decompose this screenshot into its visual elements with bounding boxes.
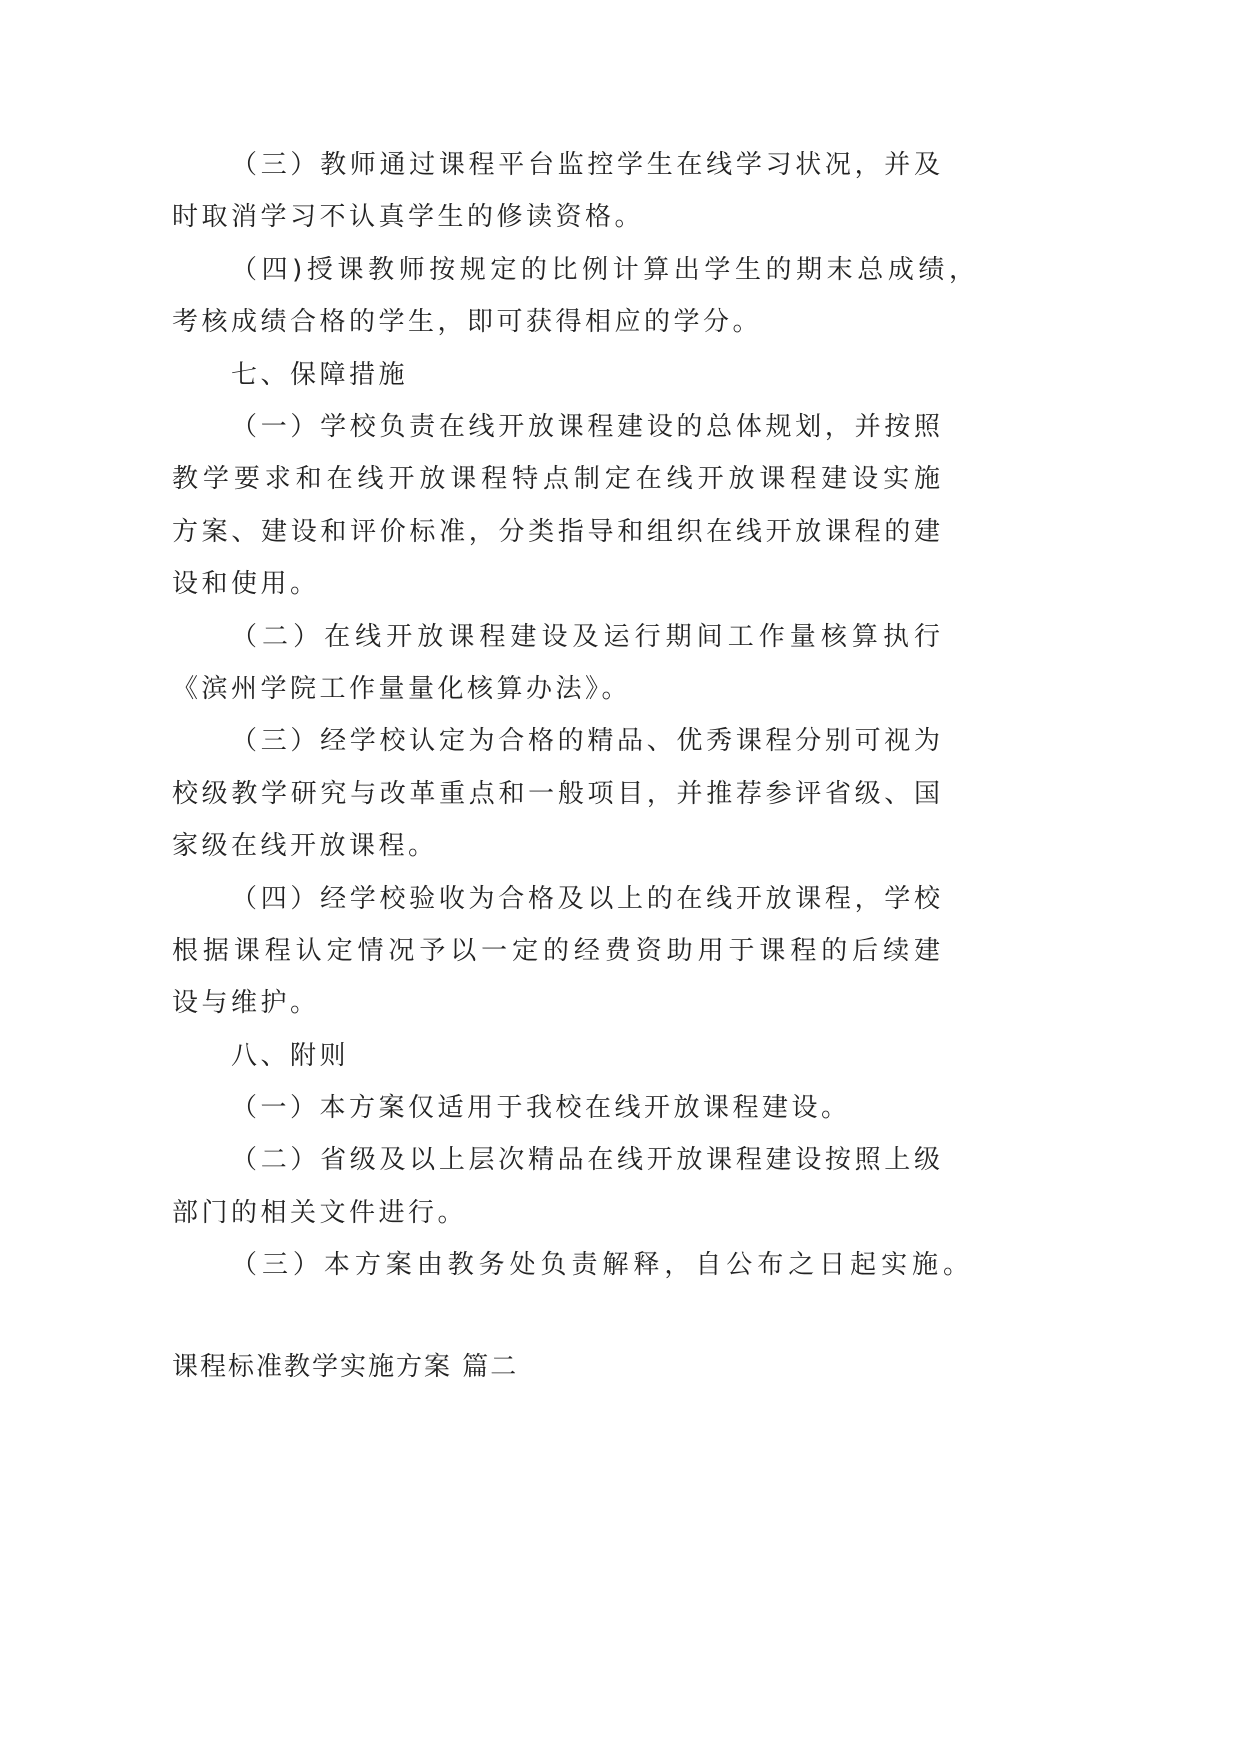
text-line: （四）经学校验收为合格及以上的在线开放课程，学校 [231,884,940,914]
text-line: （三）教师通过课程平台监控学生在线学习状况，并及 [231,150,940,180]
next-section-title: 课程标准教学实施方案 篇二 [172,1352,519,1382]
section-heading: 七、保障措施 [231,360,409,390]
text-line: （三）本方案由教务处负责解释，自公布之日起实施。 [231,1250,969,1280]
text-line: （二）在线开放课程建设及运行期间工作量核算执行 [231,622,940,652]
text-line: （一）本方案仅适用于我校在线开放课程建设。 [231,1093,851,1123]
text-line: 时取消学习不认真学生的修读资格。 [172,202,645,232]
text-line: （二）省级及以上层次精品在线开放课程建设按照上级 [231,1145,940,1175]
text-line: （三）经学校认定为合格的精品、优秀课程分别可视为 [231,726,940,756]
section-heading: 八、附则 [231,1041,350,1071]
text-line: 校级教学研究与改革重点和一般项目，并推荐参评省级、国 [172,779,940,809]
text-line: 《滨州学院工作量量化核算办法》。 [172,674,632,704]
text-line: （四)授课教师按规定的比例计算出学生的期末总成绩， [231,255,975,285]
text-line: 根据课程认定情况予以一定的经费资助用于课程的后续建 [172,936,940,966]
text-line: 设和使用。 [172,569,320,599]
text-line: 考核成绩合格的学生，即可获得相应的学分。 [172,307,763,337]
text-line: （一）学校负责在线开放课程建设的总体规划，并按照 [231,412,940,442]
text-line: 家级在线开放课程。 [172,831,438,861]
text-line: 教学要求和在线开放课程特点制定在线开放课程建设实施 [172,464,940,494]
text-line: 方案、建设和评价标准，分类指导和组织在线开放课程的建 [172,517,940,547]
text-line: 部门的相关文件进行。 [172,1198,468,1228]
text-line: 设与维护。 [172,988,320,1018]
